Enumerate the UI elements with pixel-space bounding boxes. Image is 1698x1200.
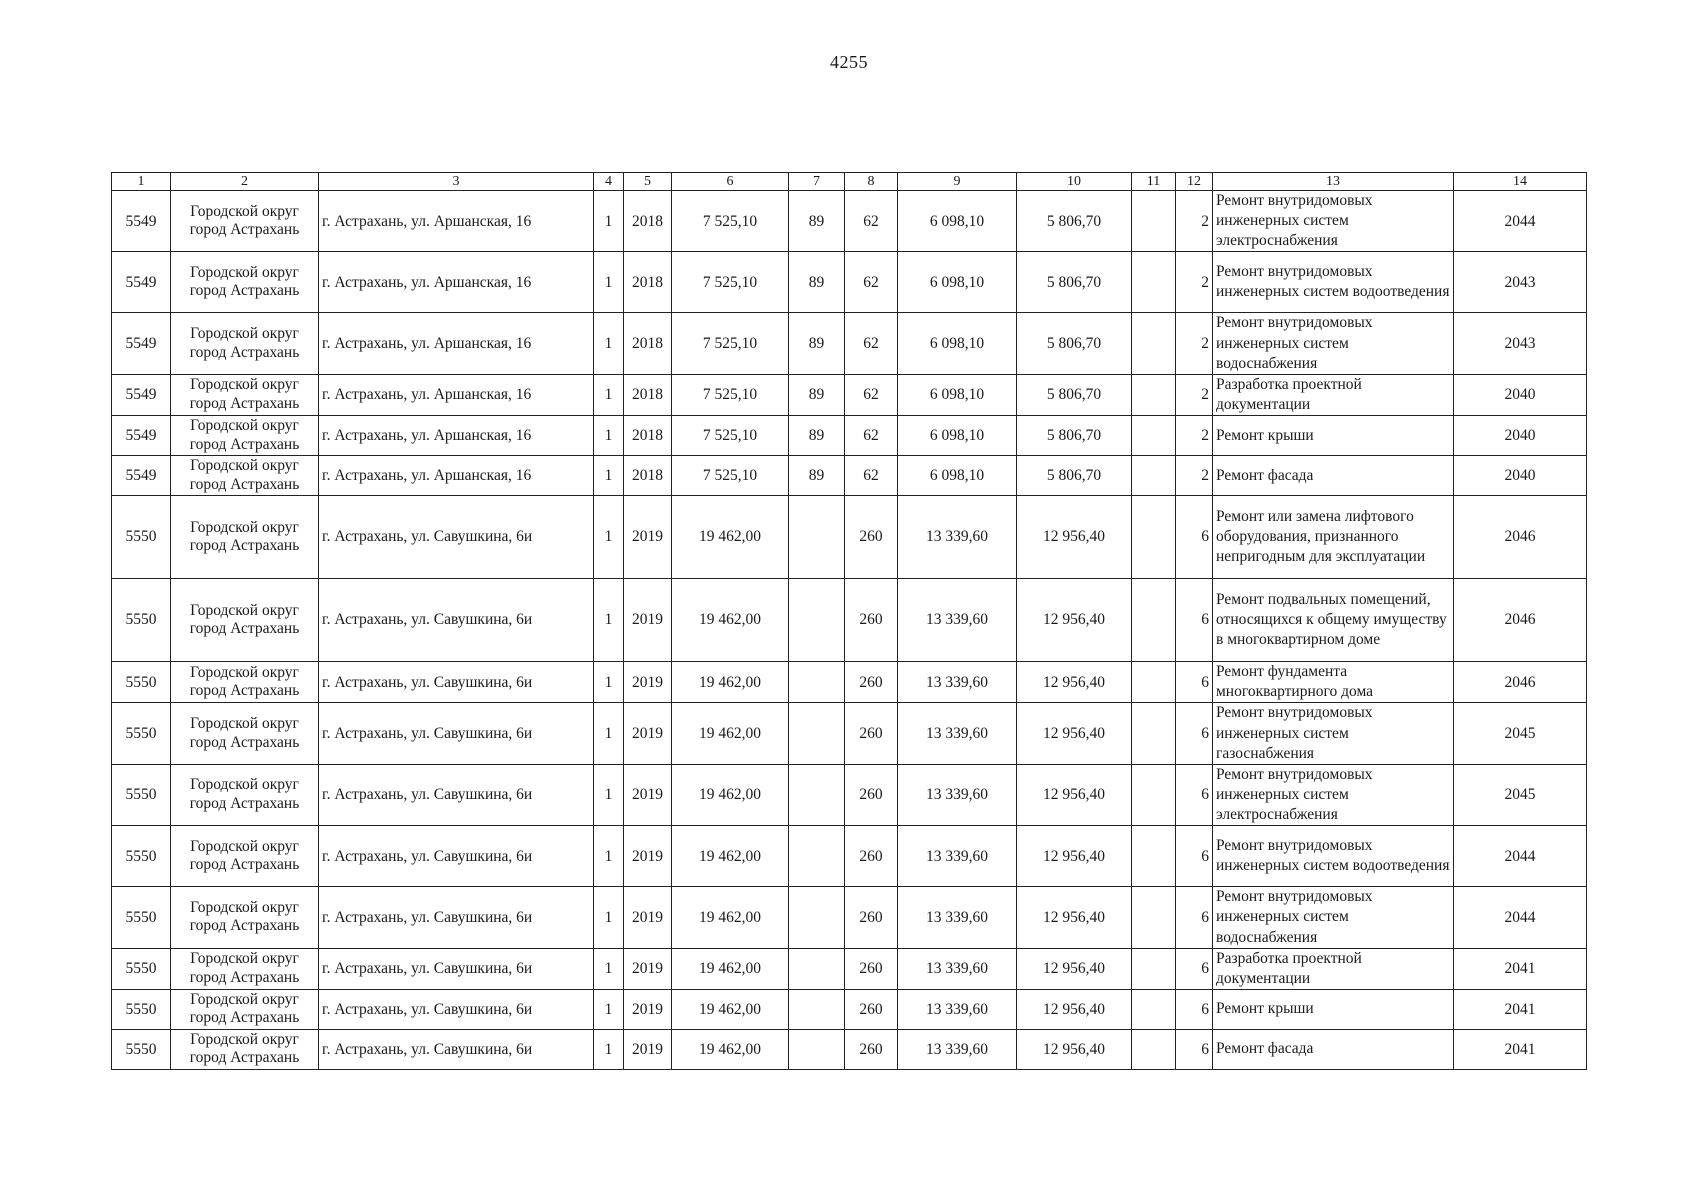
cell-col-12: 2 <box>1176 191 1213 252</box>
cell-col-8: 62 <box>845 191 898 252</box>
cell-col-9: 13 339,60 <box>898 496 1017 579</box>
cell-planned-year: 2045 <box>1454 764 1587 825</box>
cell-record-number: 5549 <box>112 416 171 456</box>
cell-col-8: 260 <box>845 703 898 764</box>
cell-col-10: 5 806,70 <box>1017 456 1132 496</box>
cell-col-11 <box>1132 826 1176 887</box>
cell-year: 2019 <box>624 579 672 662</box>
table-row <box>112 764 1587 825</box>
cell-work-type: Ремонт внутридомовых инженерных систем водоснабжения <box>1213 313 1454 374</box>
cell-work-type: Ремонт внутридомовых инженерных систем электроснабжения <box>1213 191 1454 252</box>
cell-address: г. Астрахань, ул. Савушкина, 6и <box>319 1029 594 1069</box>
cell-municipality: Городской округ город Астрахань <box>171 579 319 662</box>
cell-col-10: 12 956,40 <box>1017 579 1132 662</box>
cell-work-type: Ремонт или замена лифтового оборудования, признанного непригодным для эксплуатации <box>1213 496 1454 579</box>
cell-work-type: Ремонт фасада <box>1213 456 1454 496</box>
cell-address: г. Астрахань, ул. Аршанская, 16 <box>319 191 594 252</box>
table-row <box>112 313 1587 374</box>
column-number-header <box>112 173 1587 191</box>
cell-year: 2018 <box>624 313 672 374</box>
cell-municipality: Городской округ город Астрахань <box>171 948 319 989</box>
cell-work-type: Ремонт внутридомовых инженерных систем водоотведения <box>1213 826 1454 887</box>
cell-col-7 <box>789 662 845 703</box>
table-row <box>112 456 1587 496</box>
column-header: 13 <box>1213 173 1454 191</box>
cell-col-9: 13 339,60 <box>898 764 1017 825</box>
cell-col-9: 6 098,10 <box>898 313 1017 374</box>
cell-col-8: 62 <box>845 456 898 496</box>
cell-total-area: 19 462,00 <box>672 948 789 989</box>
column-header: 4 <box>594 173 624 191</box>
cell-year: 2019 <box>624 764 672 825</box>
column-header: 14 <box>1454 173 1587 191</box>
cell-planned-year: 2046 <box>1454 579 1587 662</box>
cell-col-7: 89 <box>789 374 845 415</box>
cell-col-11 <box>1132 948 1176 989</box>
cell-year: 2019 <box>624 703 672 764</box>
cell-col-7 <box>789 989 845 1029</box>
table-row <box>112 374 1587 415</box>
cell-record-number: 5549 <box>112 374 171 415</box>
cell-planned-year: 2043 <box>1454 313 1587 374</box>
cell-address: г. Астрахань, ул. Савушкина, 6и <box>319 703 594 764</box>
cell-col-4: 1 <box>594 191 624 252</box>
cell-year: 2019 <box>624 989 672 1029</box>
capital-repair-table <box>111 172 1587 1070</box>
cell-work-type: Ремонт внутридомовых инженерных систем газоснабжения <box>1213 703 1454 764</box>
cell-col-7 <box>789 764 845 825</box>
cell-address: г. Астрахань, ул. Савушкина, 6и <box>319 764 594 825</box>
cell-total-area: 7 525,10 <box>672 416 789 456</box>
cell-total-area: 7 525,10 <box>672 456 789 496</box>
column-header: 10 <box>1017 173 1132 191</box>
cell-col-12: 6 <box>1176 662 1213 703</box>
cell-col-12: 6 <box>1176 1029 1213 1069</box>
cell-col-7 <box>789 496 845 579</box>
cell-planned-year: 2044 <box>1454 887 1587 948</box>
cell-col-9: 13 339,60 <box>898 887 1017 948</box>
cell-total-area: 7 525,10 <box>672 374 789 415</box>
cell-col-9: 13 339,60 <box>898 948 1017 989</box>
cell-planned-year: 2044 <box>1454 191 1587 252</box>
cell-col-7 <box>789 703 845 764</box>
cell-planned-year: 2041 <box>1454 948 1587 989</box>
cell-col-11 <box>1132 1029 1176 1069</box>
cell-total-area: 19 462,00 <box>672 764 789 825</box>
cell-address: г. Астрахань, ул. Аршанская, 16 <box>319 456 594 496</box>
cell-municipality: Городской округ город Астрахань <box>171 989 319 1029</box>
cell-col-8: 62 <box>845 313 898 374</box>
cell-col-12: 6 <box>1176 948 1213 989</box>
cell-col-4: 1 <box>594 764 624 825</box>
cell-year: 2019 <box>624 1029 672 1069</box>
cell-record-number: 5549 <box>112 252 171 313</box>
cell-planned-year: 2046 <box>1454 662 1587 703</box>
cell-col-8: 260 <box>845 948 898 989</box>
cell-col-9: 13 339,60 <box>898 579 1017 662</box>
cell-address: г. Астрахань, ул. Савушкина, 6и <box>319 989 594 1029</box>
cell-col-10: 5 806,70 <box>1017 252 1132 313</box>
cell-col-12: 6 <box>1176 496 1213 579</box>
cell-col-7 <box>789 948 845 989</box>
cell-col-10: 12 956,40 <box>1017 662 1132 703</box>
cell-col-7 <box>789 579 845 662</box>
cell-col-9: 13 339,60 <box>898 826 1017 887</box>
cell-col-10: 5 806,70 <box>1017 374 1132 415</box>
cell-col-9: 13 339,60 <box>898 1029 1017 1069</box>
column-header: 11 <box>1132 173 1176 191</box>
cell-col-8: 62 <box>845 374 898 415</box>
cell-col-11 <box>1132 887 1176 948</box>
cell-col-11 <box>1132 764 1176 825</box>
cell-col-12: 6 <box>1176 826 1213 887</box>
cell-address: г. Астрахань, ул. Савушкина, 6и <box>319 826 594 887</box>
cell-col-12: 6 <box>1176 703 1213 764</box>
column-header: 9 <box>898 173 1017 191</box>
cell-col-11 <box>1132 496 1176 579</box>
cell-work-type: Ремонт фундамента многоквартирного дома <box>1213 662 1454 703</box>
cell-municipality: Городской округ город Астрахань <box>171 764 319 825</box>
column-number-row <box>112 173 1587 191</box>
column-header: 7 <box>789 173 845 191</box>
cell-col-11 <box>1132 456 1176 496</box>
cell-col-10: 12 956,40 <box>1017 496 1132 579</box>
cell-col-12: 2 <box>1176 456 1213 496</box>
cell-col-4: 1 <box>594 313 624 374</box>
cell-col-10: 5 806,70 <box>1017 191 1132 252</box>
table-row <box>112 948 1587 989</box>
cell-address: г. Астрахань, ул. Савушкина, 6и <box>319 662 594 703</box>
cell-col-4: 1 <box>594 989 624 1029</box>
cell-address: г. Астрахань, ул. Савушкина, 6и <box>319 948 594 989</box>
cell-municipality: Городской округ город Астрахань <box>171 416 319 456</box>
cell-col-8: 260 <box>845 496 898 579</box>
cell-col-4: 1 <box>594 826 624 887</box>
cell-record-number: 5550 <box>112 496 171 579</box>
cell-col-7: 89 <box>789 252 845 313</box>
table-row <box>112 826 1587 887</box>
cell-record-number: 5550 <box>112 989 171 1029</box>
cell-col-8: 62 <box>845 416 898 456</box>
cell-col-12: 6 <box>1176 579 1213 662</box>
cell-col-9: 6 098,10 <box>898 191 1017 252</box>
cell-planned-year: 2043 <box>1454 252 1587 313</box>
cell-municipality: Городской округ город Астрахань <box>171 662 319 703</box>
cell-col-7 <box>789 1029 845 1069</box>
cell-col-8: 260 <box>845 1029 898 1069</box>
cell-record-number: 5550 <box>112 764 171 825</box>
cell-work-type: Ремонт внутридомовых инженерных систем водоотведения <box>1213 252 1454 313</box>
cell-municipality: Городской округ город Астрахань <box>171 313 319 374</box>
table-row <box>112 887 1587 948</box>
cell-col-7: 89 <box>789 191 845 252</box>
table-row <box>112 496 1587 579</box>
cell-record-number: 5549 <box>112 313 171 374</box>
cell-col-10: 5 806,70 <box>1017 313 1132 374</box>
cell-col-4: 1 <box>594 579 624 662</box>
cell-col-11 <box>1132 313 1176 374</box>
cell-record-number: 5550 <box>112 703 171 764</box>
table-body <box>112 191 1587 1070</box>
cell-planned-year: 2041 <box>1454 1029 1587 1069</box>
cell-planned-year: 2045 <box>1454 703 1587 764</box>
cell-municipality: Городской округ город Астрахань <box>171 252 319 313</box>
cell-record-number: 5550 <box>112 579 171 662</box>
table-row <box>112 703 1587 764</box>
cell-col-7 <box>789 826 845 887</box>
cell-work-type: Ремонт подвальных помещений, относящихся к общему имуществу в многоквартирном доме <box>1213 579 1454 662</box>
cell-address: г. Астрахань, ул. Аршанская, 16 <box>319 416 594 456</box>
cell-col-8: 62 <box>845 252 898 313</box>
cell-record-number: 5550 <box>112 662 171 703</box>
cell-address: г. Астрахань, ул. Аршанская, 16 <box>319 252 594 313</box>
cell-year: 2018 <box>624 252 672 313</box>
column-header: 5 <box>624 173 672 191</box>
cell-work-type: Ремонт внутридомовых инженерных систем электроснабжения <box>1213 764 1454 825</box>
table-row <box>112 662 1587 703</box>
cell-col-12: 6 <box>1176 989 1213 1029</box>
cell-col-4: 1 <box>594 948 624 989</box>
table-row <box>112 579 1587 662</box>
cell-planned-year: 2046 <box>1454 496 1587 579</box>
cell-col-4: 1 <box>594 496 624 579</box>
cell-year: 2019 <box>624 887 672 948</box>
cell-planned-year: 2040 <box>1454 416 1587 456</box>
cell-address: г. Астрахань, ул. Аршанская, 16 <box>319 374 594 415</box>
cell-total-area: 19 462,00 <box>672 887 789 948</box>
cell-col-11 <box>1132 579 1176 662</box>
cell-col-12: 2 <box>1176 252 1213 313</box>
column-header: 12 <box>1176 173 1213 191</box>
table-row <box>112 191 1587 252</box>
cell-col-7: 89 <box>789 416 845 456</box>
cell-record-number: 5549 <box>112 456 171 496</box>
cell-col-9: 13 339,60 <box>898 989 1017 1029</box>
cell-municipality: Городской округ город Астрахань <box>171 496 319 579</box>
cell-col-12: 2 <box>1176 416 1213 456</box>
cell-col-7 <box>789 887 845 948</box>
cell-year: 2019 <box>624 948 672 989</box>
cell-col-12: 6 <box>1176 764 1213 825</box>
cell-total-area: 19 462,00 <box>672 496 789 579</box>
cell-planned-year: 2040 <box>1454 456 1587 496</box>
cell-col-11 <box>1132 191 1176 252</box>
cell-col-12: 2 <box>1176 374 1213 415</box>
cell-col-10: 12 956,40 <box>1017 948 1132 989</box>
cell-col-8: 260 <box>845 989 898 1029</box>
cell-col-9: 6 098,10 <box>898 374 1017 415</box>
cell-work-type: Разработка проектной документации <box>1213 948 1454 989</box>
cell-planned-year: 2040 <box>1454 374 1587 415</box>
column-header: 6 <box>672 173 789 191</box>
table-row <box>112 252 1587 313</box>
cell-col-4: 1 <box>594 662 624 703</box>
page-number: 4255 <box>830 52 868 72</box>
cell-work-type: Ремонт крыши <box>1213 989 1454 1029</box>
table-row <box>112 416 1587 456</box>
cell-col-7: 89 <box>789 313 845 374</box>
cell-total-area: 19 462,00 <box>672 703 789 764</box>
cell-col-11 <box>1132 989 1176 1029</box>
cell-planned-year: 2044 <box>1454 826 1587 887</box>
cell-address: г. Астрахань, ул. Савушкина, 6и <box>319 579 594 662</box>
cell-record-number: 5550 <box>112 1029 171 1069</box>
cell-record-number: 5550 <box>112 948 171 989</box>
cell-col-8: 260 <box>845 826 898 887</box>
cell-total-area: 19 462,00 <box>672 989 789 1029</box>
cell-municipality: Городской округ город Астрахань <box>171 456 319 496</box>
cell-total-area: 19 462,00 <box>672 826 789 887</box>
cell-year: 2019 <box>624 662 672 703</box>
cell-col-8: 260 <box>845 764 898 825</box>
cell-municipality: Городской округ город Астрахань <box>171 1029 319 1069</box>
cell-col-10: 12 956,40 <box>1017 887 1132 948</box>
cell-municipality: Городской округ город Астрахань <box>171 826 319 887</box>
cell-work-type: Разработка проектной документации <box>1213 374 1454 415</box>
cell-municipality: Городской округ город Астрахань <box>171 374 319 415</box>
cell-col-9: 13 339,60 <box>898 662 1017 703</box>
cell-municipality: Городской округ город Астрахань <box>171 887 319 948</box>
cell-total-area: 7 525,10 <box>672 191 789 252</box>
cell-col-9: 6 098,10 <box>898 252 1017 313</box>
cell-year: 2018 <box>624 416 672 456</box>
cell-col-11 <box>1132 703 1176 764</box>
cell-col-10: 12 956,40 <box>1017 826 1132 887</box>
cell-work-type: Ремонт внутридомовых инженерных систем водоснабжения <box>1213 887 1454 948</box>
column-header: 8 <box>845 173 898 191</box>
cell-work-type: Ремонт крыши <box>1213 416 1454 456</box>
cell-col-12: 6 <box>1176 887 1213 948</box>
cell-total-area: 7 525,10 <box>672 313 789 374</box>
cell-year: 2019 <box>624 496 672 579</box>
column-header: 1 <box>112 173 171 191</box>
column-header: 2 <box>171 173 319 191</box>
cell-col-10: 12 956,40 <box>1017 1029 1132 1069</box>
cell-col-12: 2 <box>1176 313 1213 374</box>
cell-address: г. Астрахань, ул. Аршанская, 16 <box>319 313 594 374</box>
cell-col-11 <box>1132 416 1176 456</box>
cell-col-7: 89 <box>789 456 845 496</box>
cell-col-11 <box>1132 662 1176 703</box>
cell-work-type: Ремонт фасада <box>1213 1029 1454 1069</box>
cell-col-9: 13 339,60 <box>898 703 1017 764</box>
cell-col-8: 260 <box>845 887 898 948</box>
cell-record-number: 5550 <box>112 826 171 887</box>
cell-total-area: 7 525,10 <box>672 252 789 313</box>
cell-col-11 <box>1132 374 1176 415</box>
cell-col-4: 1 <box>594 887 624 948</box>
table-row <box>112 989 1587 1029</box>
cell-col-4: 1 <box>594 456 624 496</box>
cell-total-area: 19 462,00 <box>672 1029 789 1069</box>
cell-planned-year: 2041 <box>1454 989 1587 1029</box>
cell-col-4: 1 <box>594 1029 624 1069</box>
cell-year: 2018 <box>624 374 672 415</box>
cell-total-area: 19 462,00 <box>672 579 789 662</box>
cell-year: 2018 <box>624 191 672 252</box>
cell-year: 2019 <box>624 826 672 887</box>
cell-col-4: 1 <box>594 703 624 764</box>
column-header: 3 <box>319 173 594 191</box>
cell-municipality: Городской округ город Астрахань <box>171 703 319 764</box>
cell-col-4: 1 <box>594 416 624 456</box>
cell-col-4: 1 <box>594 252 624 313</box>
cell-col-8: 260 <box>845 662 898 703</box>
cell-address: г. Астрахань, ул. Савушкина, 6и <box>319 887 594 948</box>
cell-col-9: 6 098,10 <box>898 416 1017 456</box>
cell-record-number: 5550 <box>112 887 171 948</box>
cell-col-11 <box>1132 252 1176 313</box>
cell-col-4: 1 <box>594 374 624 415</box>
cell-address: г. Астрахань, ул. Савушкина, 6и <box>319 496 594 579</box>
cell-record-number: 5549 <box>112 191 171 252</box>
cell-total-area: 19 462,00 <box>672 662 789 703</box>
cell-col-10: 12 956,40 <box>1017 764 1132 825</box>
cell-year: 2018 <box>624 456 672 496</box>
cell-col-10: 12 956,40 <box>1017 989 1132 1029</box>
cell-col-10: 5 806,70 <box>1017 416 1132 456</box>
cell-col-8: 260 <box>845 579 898 662</box>
cell-col-9: 6 098,10 <box>898 456 1017 496</box>
cell-col-10: 12 956,40 <box>1017 703 1132 764</box>
cell-municipality: Городской округ город Астрахань <box>171 191 319 252</box>
table-row <box>112 1029 1587 1069</box>
